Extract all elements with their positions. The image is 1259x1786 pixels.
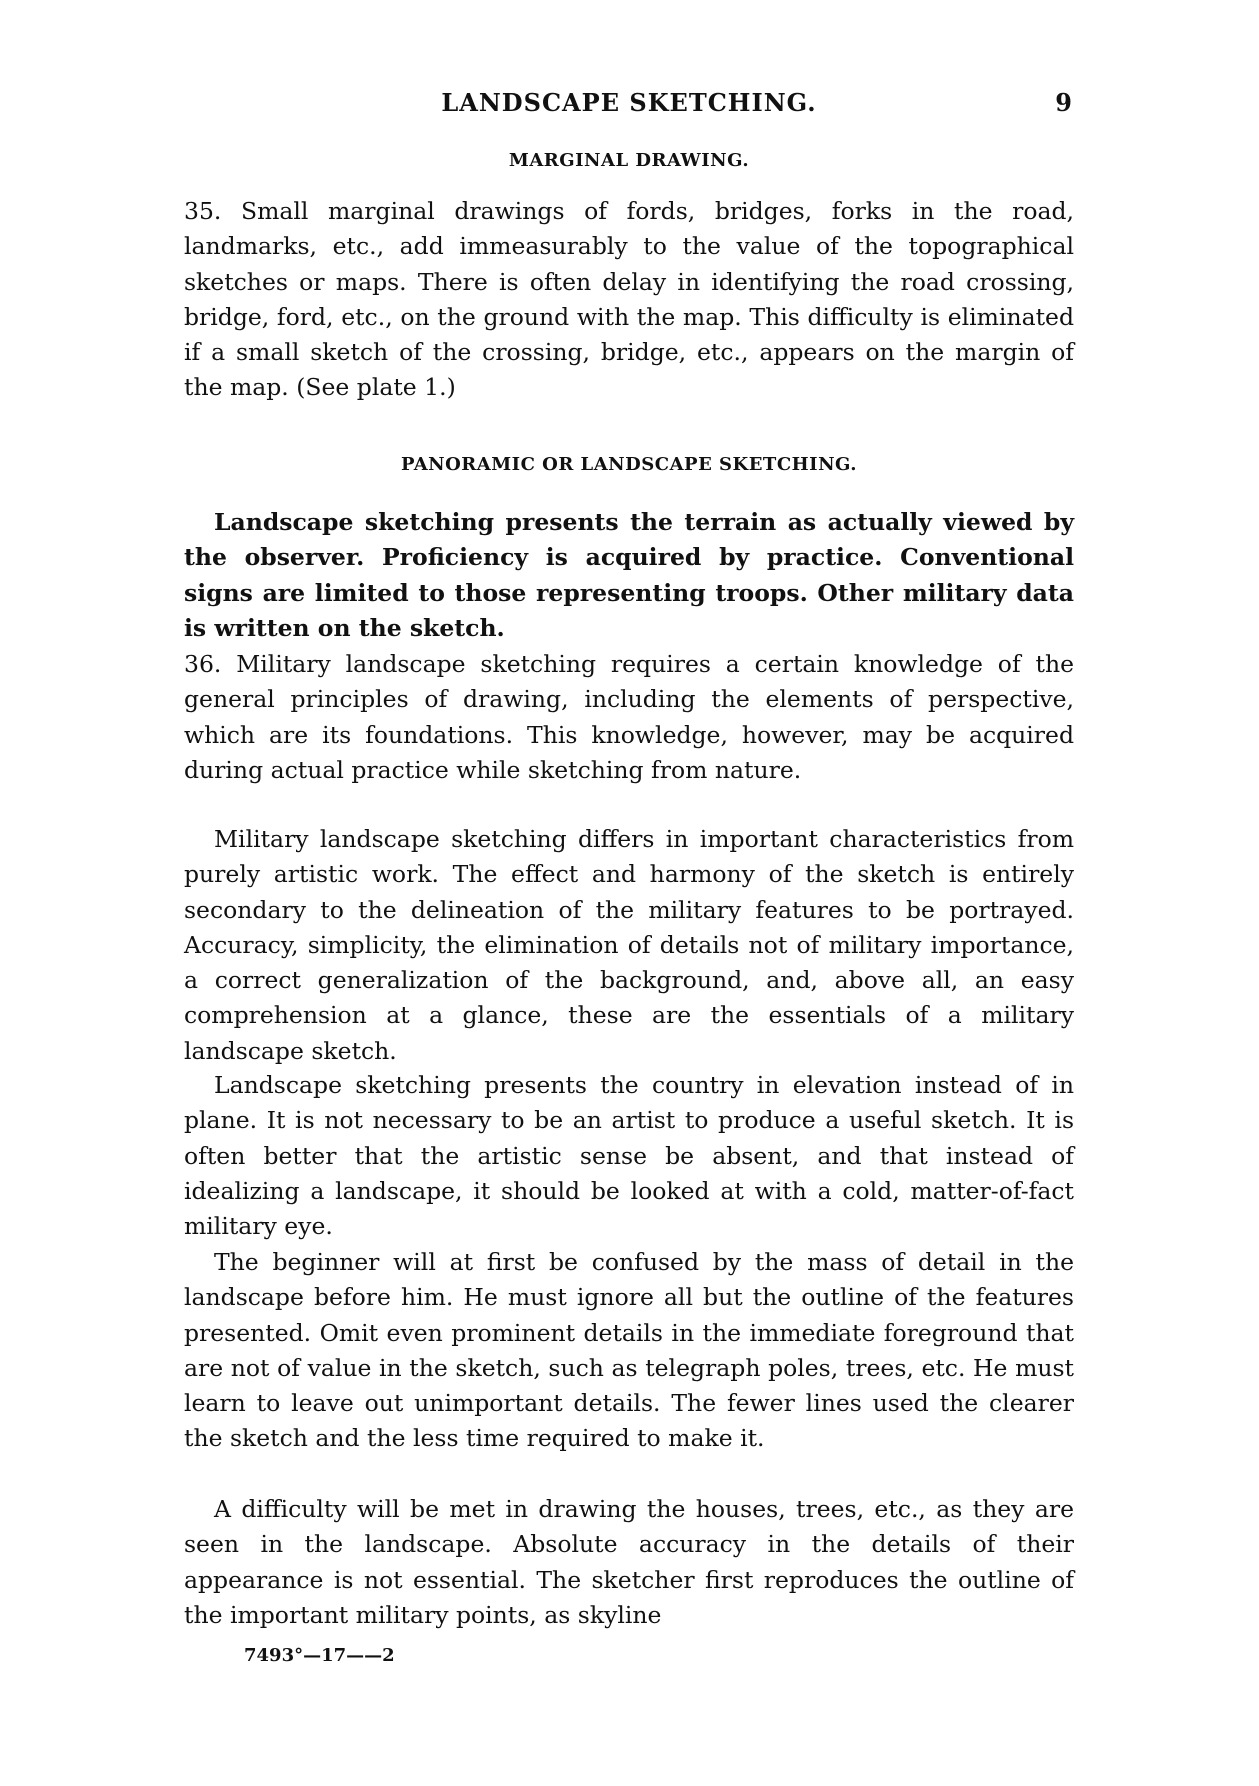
paragraph-36: 36. Military landscape sketching requires a certain knowledge of the general principles of drawing, including the elements of perspective, which are its foundations. This knowledge, however, may be acquired during actual practice while sketching from nature. (184, 650, 1074, 784)
paragraph-elevation: Landscape sketching presents the country in elevation instead of in plane. It is not necessary to be an artist to produce a useful sketch. It is often better that the artistic sense be absent, and that instead of idealizing a landscape, it should be looked at with a cold, matter-of-fact military eye. (184, 1071, 1074, 1241)
printer-signature: 7493°—17——2 (244, 1645, 395, 1666)
section-heading-marginal-drawing: MARGINAL DRAWING. (508, 150, 750, 171)
paragraph-military-differs: Military landscape sketching differs in important characteristics from purely artistic work. The effect and harmony of the sketch is entirely secondary to the delineation of the military features to be portrayed. Accuracy, simplicity, the elimination of details not of military importance, a correct generalization of the background, and, above all, an easy comprehension at a glance, these are the essentials of a military landscape sketch. (184, 825, 1074, 1065)
running-head (184, 88, 1074, 122)
paragraph-beginner: The beginner will at first be confused by the mass of detail in the landscape before him. He must ignore all but the outline of the features presented. Omit even prominent details in the immediate foreground that are not of value in the sketch, such as telegraph poles, trees, etc. He must learn to leave out unimportant details. The fewer lines used the clearer the sketch and the less time required to make it. (184, 1248, 1074, 1453)
page-number: 9 (1055, 88, 1072, 117)
paragraph-35: 35. Small marginal drawings of fords, bridges, forks in the road, landmarks, etc., add immeasurably to the value of the topographical sketches or maps. There is often delay in identifying the road crossing, bridge, ford, etc., on the ground with the map. This difficulty is eliminated if a small sketch of the crossing, bridge, etc., appears on the margin of the map. (See plate 1.) (184, 197, 1074, 402)
paragraph-intro: Landscape sketching presents the terrain as actually viewed by the observer. Proficiency is acquired by practice. Conventional signs are limited to those representing troops. Other military data is written on the sketch. (184, 508, 1074, 642)
running-title: LANDSCAPE SKETCHING. (441, 88, 817, 117)
paragraph-difficulty: A difficulty will be met in drawing the houses, trees, etc., as they are seen in the landscape. Absolute accuracy in the details of their appearance is not essential. The sketcher first reproduces the outline of the important military points, as skyline (184, 1495, 1074, 1629)
section-heading-panoramic-sketching: PANORAMIC OR LANDSCAPE SKETCHING. (400, 454, 858, 475)
